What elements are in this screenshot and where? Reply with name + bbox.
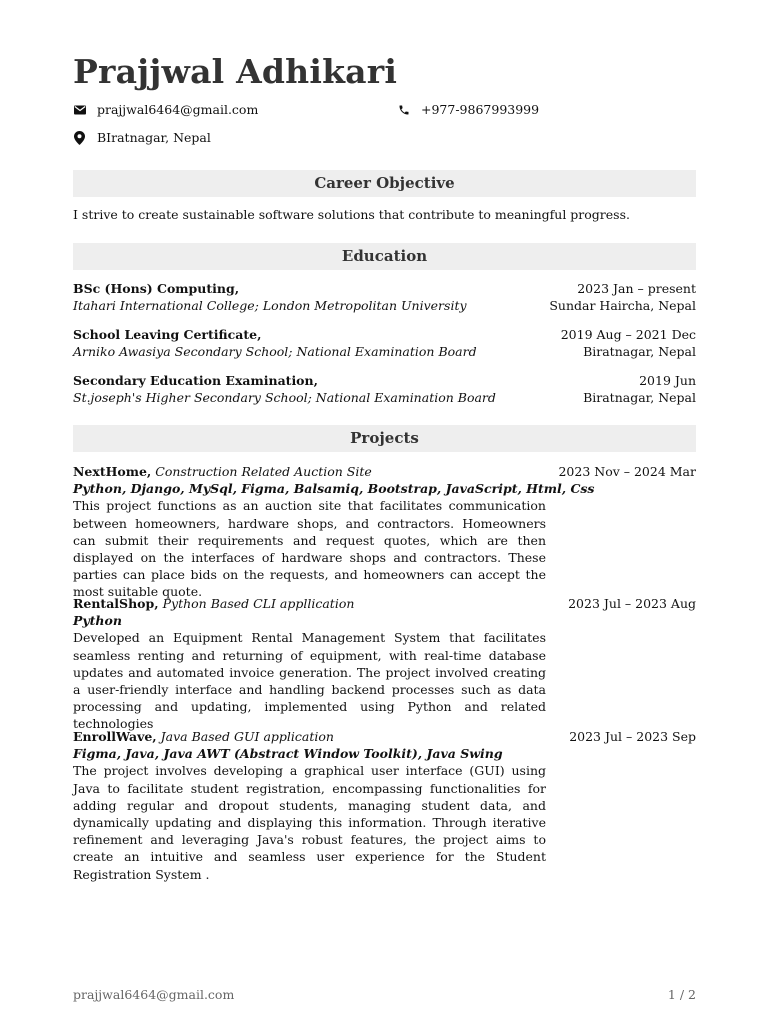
project-subtitle: Java Based GUI application bbox=[160, 729, 334, 744]
education-date: 2019 Jun bbox=[639, 373, 696, 388]
email-text[interactable]: prajjwal6464@gmail.com bbox=[97, 102, 259, 117]
project-tech-stack: Python, Django, MySql, Figma, Balsamiq, Bootstrap, JavaScript, Html, Css bbox=[73, 481, 595, 497]
location-text: BIratnagar, Nepal bbox=[97, 130, 211, 145]
email-icon bbox=[73, 103, 86, 116]
education-entry bbox=[73, 280, 696, 315]
education-entry bbox=[73, 326, 696, 361]
project-subtitle: Construction Related Auction Site bbox=[155, 464, 372, 479]
project-entry bbox=[73, 463, 696, 601]
education-degree: School Leaving Certificate, bbox=[73, 327, 262, 342]
phone-text[interactable]: +977-9867993999 bbox=[421, 102, 540, 117]
education-date: 2019 Aug – 2021 Dec bbox=[560, 327, 696, 342]
project-name: EnrollWave, bbox=[73, 729, 157, 744]
project-description: Developed an Equipment Rental Management System that facilitates seamless renting and returning of equipment, with real-time database updates and automated invoice generation. The project involved creating a user-friendly interface and handling backend processes such as data processing and updating, implemented using Python and related technologies bbox=[73, 630, 546, 732]
education-entry bbox=[73, 372, 696, 407]
project-title bbox=[73, 728, 334, 745]
education-degree: Secondary Education Examination, bbox=[73, 373, 318, 388]
location-pin-icon bbox=[73, 131, 86, 144]
education-location: Sundar Haircha, Nepal bbox=[549, 298, 696, 314]
footer-email[interactable]: prajjwal6464@gmail.com bbox=[73, 987, 235, 1002]
project-subtitle: Python Based CLI appllication bbox=[162, 596, 355, 611]
section-header-education: Education bbox=[73, 243, 696, 270]
footer-page-number: 1 / 2 bbox=[667, 987, 696, 1002]
education-degree: BSc (Hons) Computing, bbox=[73, 281, 240, 296]
project-entry bbox=[73, 728, 696, 883]
project-date: 2023 Jul – 2023 Aug bbox=[568, 596, 696, 611]
education-institution: St.joseph's Higher Secondary School; National Examination Board bbox=[73, 390, 496, 406]
project-date: 2023 Nov – 2024 Mar bbox=[558, 464, 696, 479]
education-location: Biratnagar, Nepal bbox=[583, 344, 696, 360]
project-description: The project involves developing a graphical user interface (GUI) using Java to facilitate student registration, encompassing functionalities for adding regular and dropout students, managing student data, and dynamically updating and displaying this information. Through iterative refinement and leveraging Java's robust features, the project aims to create an intuitive and seamless user experience for the Student Registration System . bbox=[73, 763, 546, 882]
project-name: NextHome, bbox=[73, 464, 152, 479]
resume-page bbox=[73, 0, 696, 1024]
contact-location bbox=[73, 130, 211, 145]
project-description: This project functions as an auction site that facilitates communication between homeowners, hardware shops, and contractors. Homeowners can submit their requirements and request quotes, which are then displayed on the interfaces of hardware shops and contractors. These parties can place bids on the requests, and homeowners can accept the most suitable quote. bbox=[73, 498, 546, 600]
contact-email[interactable] bbox=[73, 102, 258, 117]
section-header-career-objective: Career Objective bbox=[73, 170, 696, 197]
candidate-name: Prajjwal Adhikari bbox=[73, 52, 398, 91]
phone-icon bbox=[397, 103, 410, 116]
career-objective-text: I strive to create sustainable software solutions that contribute to meaningful progress. bbox=[73, 207, 630, 222]
education-institution: Itahari International College; London Metropolitan University bbox=[73, 298, 467, 314]
project-entry bbox=[73, 595, 696, 733]
project-tech-stack: Figma, Java, Java AWT (Abstract Window Toolkit), Java Swing bbox=[73, 746, 503, 762]
section-header-projects: Projects bbox=[73, 425, 696, 452]
project-tech-stack: Python bbox=[73, 613, 122, 629]
project-title bbox=[73, 463, 372, 480]
page-footer bbox=[73, 987, 696, 1002]
project-date: 2023 Jul – 2023 Sep bbox=[569, 729, 696, 744]
education-institution: Arniko Awasiya Secondary School; National Examination Board bbox=[73, 344, 477, 360]
contact-phone[interactable] bbox=[397, 102, 539, 117]
project-title bbox=[73, 595, 354, 612]
project-name: RentalShop, bbox=[73, 596, 159, 611]
education-location: Biratnagar, Nepal bbox=[583, 390, 696, 406]
education-date: 2023 Jan – present bbox=[577, 281, 696, 296]
